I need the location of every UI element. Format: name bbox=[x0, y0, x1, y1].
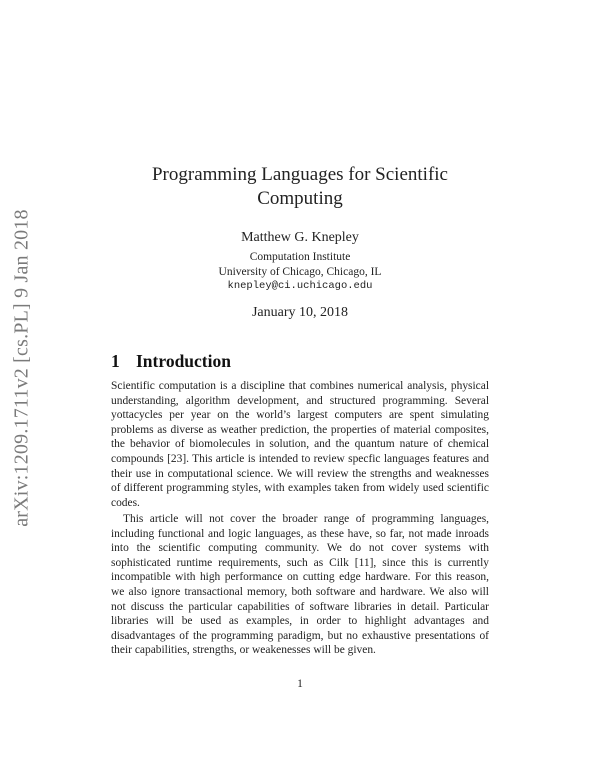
arxiv-sidebar bbox=[12, 208, 32, 528]
author-affiliation bbox=[120, 250, 480, 279]
paper-title: Programming Languages for Scientific Computing bbox=[151, 164, 448, 209]
affiliation-university: University of Chicago, Chicago, IL bbox=[218, 265, 382, 278]
author-email: knepley@ci.uchicago.edu bbox=[227, 280, 373, 292]
section-title: Introduction bbox=[136, 351, 231, 371]
body-paragraph: This article will not cover the broader range of programming languages, including functional and logic languages, as these have, so far, not made inroads into the scientific computing community. We do not cover systems with sophisticated runtime requirements, such as Cilk [11], since this is currently incompatible with high performance on cutting edge hardware. For this reason, we also ignore transactional memory, both software and hardware. We also will not discuss the particular capabilities of software libraries in detail. Particular libraries will be used as examples, in order to highlight advantages and disadvantages of the programming paradigm, but no exhaustive presentations of their capabilities, strengths, or weakenesses will be given. bbox=[111, 513, 489, 657]
affiliation-institute: Computation Institute bbox=[249, 251, 351, 263]
body-paragraph: Scientific computation is a discipline that combines numerical analysis, physical understanding, algorithm development, and structured programming. Several yottacycles per year on the world’s largest computers are spent simulating problems as diverse as weather prediction, the properties of material composites, the behavior of biomolecules in solution, and the quantum nature of chemical compounds [23]. This article is intended to review specfic languages features and their use in computational science. We will review the strengths and weaknesses of different programming styles, with examples taken from widely used scientific codes. bbox=[111, 380, 489, 509]
paper-date: January 10, 2018 bbox=[251, 305, 349, 320]
arxiv-identifier: arXiv:1209.1711v2 [cs.PL] 9 Jan 2018 bbox=[10, 209, 33, 527]
page-number: 1 bbox=[297, 678, 303, 690]
section-number: 1 bbox=[111, 351, 120, 371]
author-name: Matthew G. Knepley bbox=[241, 230, 359, 245]
section-heading bbox=[111, 351, 231, 372]
